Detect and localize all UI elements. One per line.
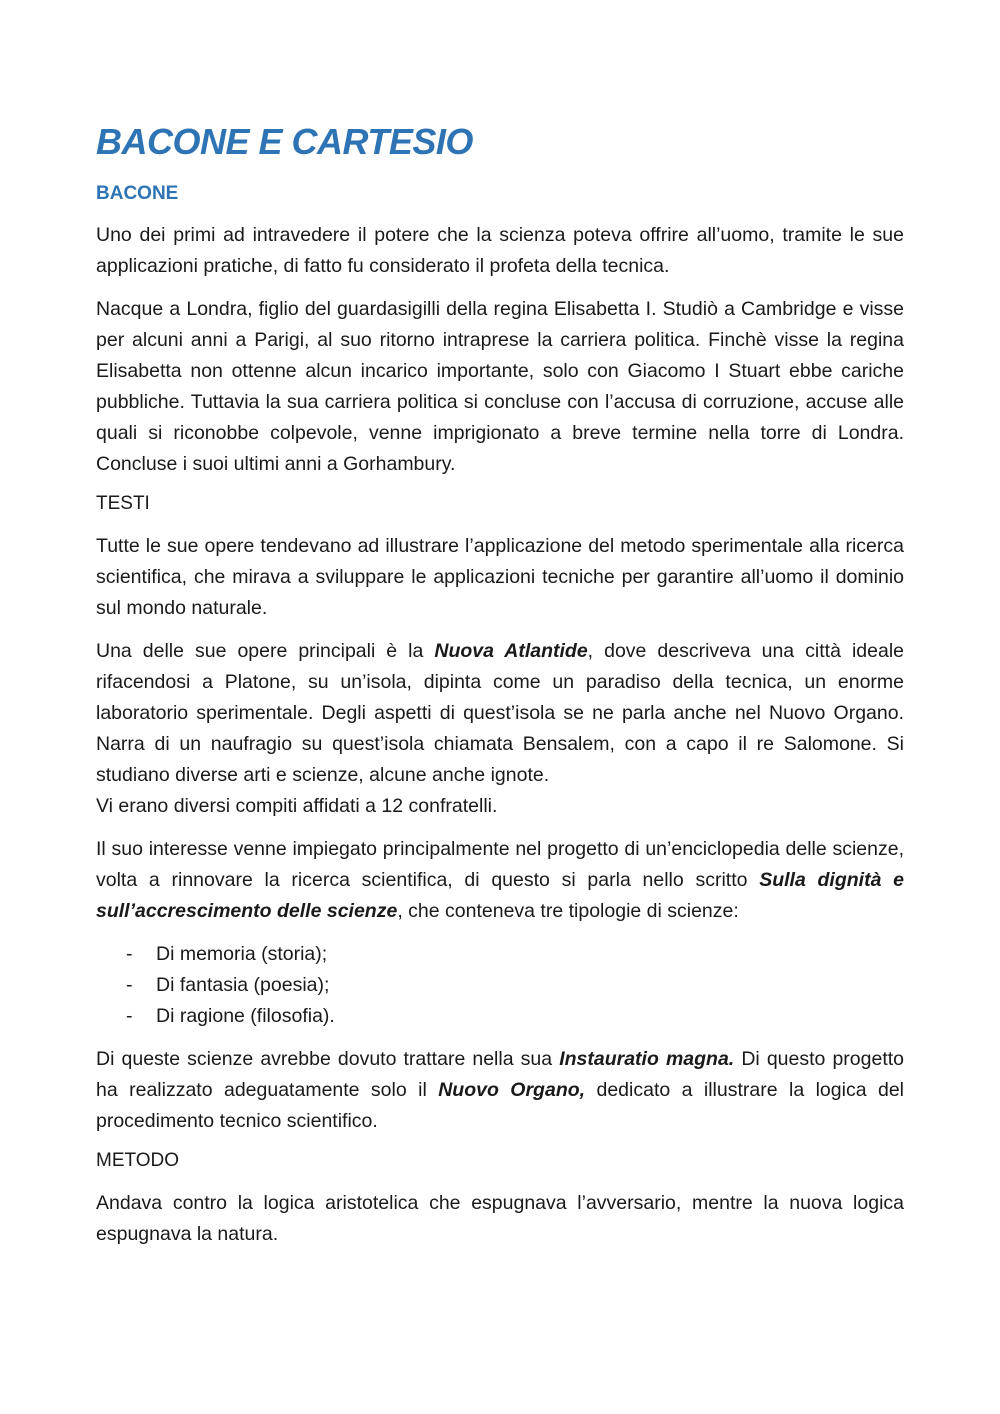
text-span: Di queste scienze avrebbe dovuto trattare nella sua: [96, 1047, 560, 1070]
work-title-dignita: Sulla dignità e sull’accrescimento delle scienze: [96, 868, 904, 922]
list-bullet: -: [126, 942, 133, 965]
text-span: Di questo progetto ha realizzato adeguatamente solo il: [96, 1047, 904, 1101]
list-item-text: Di ragione (filosofia).: [156, 1004, 335, 1027]
paragraph-biography: Nacque a Londra, figlio del guardasigilli della regina Elisabetta I. Studiò a Cambridge e visse per alcuni anni a Parigi, al suo ritorno intraprese la carriera politica. Finchè visse la regina Elisabetta non ottenne alcun incarico importante, solo con Giacomo I Stuart ebbe cariche pubbliche. Tuttavia la sua carriera politica si concluse con l’accusa di corruzione, accuse alle quali si riconobbe colpevole, venne imprigionato a breve termine nella torre di Londra. Concluse i suoi ultimi anni a Gorhambury.: [96, 298, 904, 476]
list-item: [96, 939, 904, 970]
paragraph-instauratio: [96, 1044, 904, 1137]
paragraph-works: Tutte le sue opere tendevano ad illustrare l’applicazione del metodo sperimentale alla ricerca scientifica, che mirava a sviluppare le applicazioni tecniche per garantire all’uomo il dominio sul mondo naturale.: [96, 534, 904, 619]
section-heading-bacone: BACONE: [96, 182, 179, 204]
work-title-nuovo-organo: Nuovo Organo,: [438, 1078, 586, 1101]
work-title-nuova-atlantide: Nuova Atlantide: [434, 639, 588, 662]
subheading-testi: TESTI: [96, 493, 150, 515]
text-span: , che conteneva tre tipologie di scienze:: [397, 899, 739, 922]
text-span: , dove descriveva una città ideale rifacendosi a Platone, su un’isola, dipinta come un paradiso della tecnica, un enorme laboratorio sperimentale. Degli aspetti di quest’isola se ne parla anche nel Nuovo Organo. Narra di un naufragio su quest’isola chiamata Bensalem, con a capo il re Salomone. Si studiano diverse arti e scienze, alcune anche ignote.: [96, 639, 904, 786]
work-title-instauratio-magna: Instauratio magna.: [559, 1047, 735, 1070]
sciences-list: [96, 939, 904, 1032]
paragraph-intro: Uno dei primi ad intravedere il potere che la scienza poteva offrire all’uomo, tramite le sue applicazioni pratiche, di fatto fu considerato il profeta della tecnica.: [96, 224, 904, 278]
document-title: BACONE E CARTESIO: [96, 121, 473, 162]
text-span: dedicato a illustrare la logica del procedimento tecnico scientifico.: [96, 1078, 904, 1132]
list-item-text: Di memoria (storia);: [156, 942, 328, 965]
subheading-metodo: METODO: [96, 1149, 180, 1171]
paragraph-encyclopedia: [96, 834, 904, 927]
text-span: Una delle sue opere principali è la: [96, 639, 435, 662]
paragraph-nuova-atlantide: [96, 636, 904, 822]
list-item: [96, 970, 904, 1001]
list-bullet: -: [126, 1004, 133, 1027]
list-item: [96, 1001, 904, 1032]
paragraph-method: Andava contro la logica aristotelica che espugnava l’avversario, mentre la nuova logica espugnava la natura.: [96, 1191, 904, 1245]
list-bullet: -: [126, 973, 133, 996]
list-item-text: Di fantasia (poesia);: [156, 973, 330, 996]
text-span: Il suo interesse venne impiegato principalmente nel progetto di un’enciclopedia delle scienze, volta a rinnovare la ricerca scientifica, di questo si parla nello scritto: [96, 837, 904, 891]
text-span: Vi erano diversi compiti affidati a 12 confratelli.: [96, 794, 498, 817]
